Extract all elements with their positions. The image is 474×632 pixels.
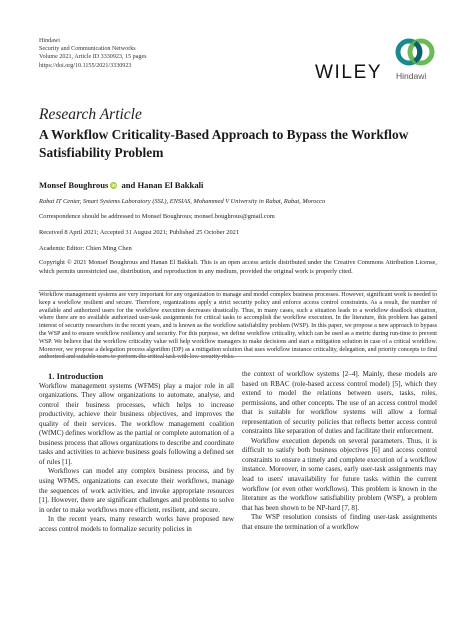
abstract-text: Workflow management systems are very important for any organization to manage and model complex business processes. However, significant work is needed to keep a workflow resilient and secure. Therefore, organizations apply a strict security policy and enforce access control constraints. As a result, the number of available and authorized users for the workflow execution decreases drastically. Thus, in many cases, such a situation leads to a workflow deadlock situation, where there are no available authorized user-task assignments for critical tasks to accomplish the workflow execution. In the literature, this problem has gained interest of security researchers in the recent years, and is known as the workflow satisfiability problem (WSP). In this paper, we propose a new approach to bypass the WSP and to ensure workflow resiliency and security. For this purpose, we define workflow criticality, which can be used as a metric during run-time to prevent WSP. We believe that the workflow criticality value will help workflow managers to make decisions and start a mitigation solution in case of a critical workflow. Moreover, we propose a delegation process algorithm (DP) as a mitigation solution that uses workflow instance criticality, delegation, and priority concepts to find authorized and suitable users to perform the critical task with low-security risks.: [39, 292, 437, 361]
affiliation: Rabat IT Center, Smart Systems Laboratory (SSL), ENSIAS, Mohammed V University in Rabat, Rabat, Morocco: [39, 198, 326, 205]
article-title: A Workflow Criticality-Based Approach to Bypass the Workflow Satisfiability Problem: [39, 127, 409, 160]
wiley-logo: WILEY: [315, 62, 383, 83]
journal-meta: [39, 37, 147, 70]
article-type: Research Article: [39, 106, 142, 123]
copyright-notice: Copyright © 2021 Monsef Boughrous and Hanan El Bakkali. This is an open access article distributed under the Creative Commons Attribution License, which permits unrestricted use, distribution, and reproduction in any medium, provided the original work is properly cited.: [39, 259, 437, 275]
author-name[interactable]: Monsef Boughrous: [39, 180, 109, 190]
author-separator: and: [119, 180, 138, 190]
abstract-divider: [39, 356, 437, 357]
body-paragraph: the context of workflow systems [2–4]. Mainly, these models are based on RBAC (role-based access control model) [5], which they extend to model the relations between users, tasks, roles, permissions, and other concepts. The use of an access control model that is suitable for workflow systems will allow a formal representation of security policies that reflects better access control constraints like separation of duties and facilitate their enforcement.: [242, 370, 437, 436]
academic-editor: Academic Editor: Chien Ming Chen: [39, 245, 132, 252]
abstract-divider: [39, 290, 437, 291]
correspondence: Correspondence should be addressed to Monsef Boughrous; monsef.boughrous@gmail.com: [39, 213, 275, 220]
section-heading: 1. Introduction: [48, 371, 104, 381]
body-column-left: [39, 372, 234, 534]
body-column-right: [242, 370, 437, 532]
author-line: [39, 180, 203, 190]
author-name[interactable]: Hanan El Bakkali: [137, 180, 204, 190]
orcid-icon[interactable]: iD: [111, 183, 117, 188]
body-paragraph: Workflows can model any complex business process, and by using WFMS, organizations can execute their workflows, manage the sequences of work activities, and invoke appropriate resources [1]. However, there are significant challenges and problems to solve in order to make workflows more efficient, resilient, and secure.: [39, 467, 234, 514]
hindawi-wordmark: Hindawi: [396, 71, 427, 81]
journal-name: Security and Communication Networks: [39, 46, 136, 53]
publisher-name: Hindawi: [39, 38, 60, 44]
publication-dates: Received 8 April 2021; Accepted 31 August 2021; Published 25 October 2021: [39, 229, 240, 236]
doi-link[interactable]: https://doi.org/10.1155/2021/3330923: [39, 62, 132, 69]
body-paragraph: The WSP resolution consists of finding user-task assignments that ensure the termination of a workflow: [242, 513, 437, 531]
volume-line: Volume 2021, Article ID 3330923, 15 pages: [39, 54, 147, 61]
body-paragraph: Workflow execution depends on several parameters. Thus, it is difficult to satisfy both business objectives [6] and access control constraints to ensure a timely and complete execution of a workflow instance. Moreover, in some cases, early user-task assignments may lead to users' unavailability for future tasks within the current workflow (or even other workflows). This problem is known in the literature as the workflow satisfiability problem (WSP), a problem that has been shown to be NP-hard [7, 8].: [242, 436, 437, 512]
body-paragraph: In the recent years, many research works have proposed new access control models to formalize security policies in: [39, 515, 234, 533]
body-paragraph: Workflow management systems (WFMS) play a major role in all organizations. They allow organizations to automate, analyse, and control their business processes, which helps to increase productivity, achieve their business objectives, and improves the quality of their services. The workflow management coalition (WfMC) defines workflow as the partial or complete automation of a business process that allows organizations to describe and coordinate tasks and activities to achieve business goals following a defined set of rules [1].: [39, 381, 234, 466]
